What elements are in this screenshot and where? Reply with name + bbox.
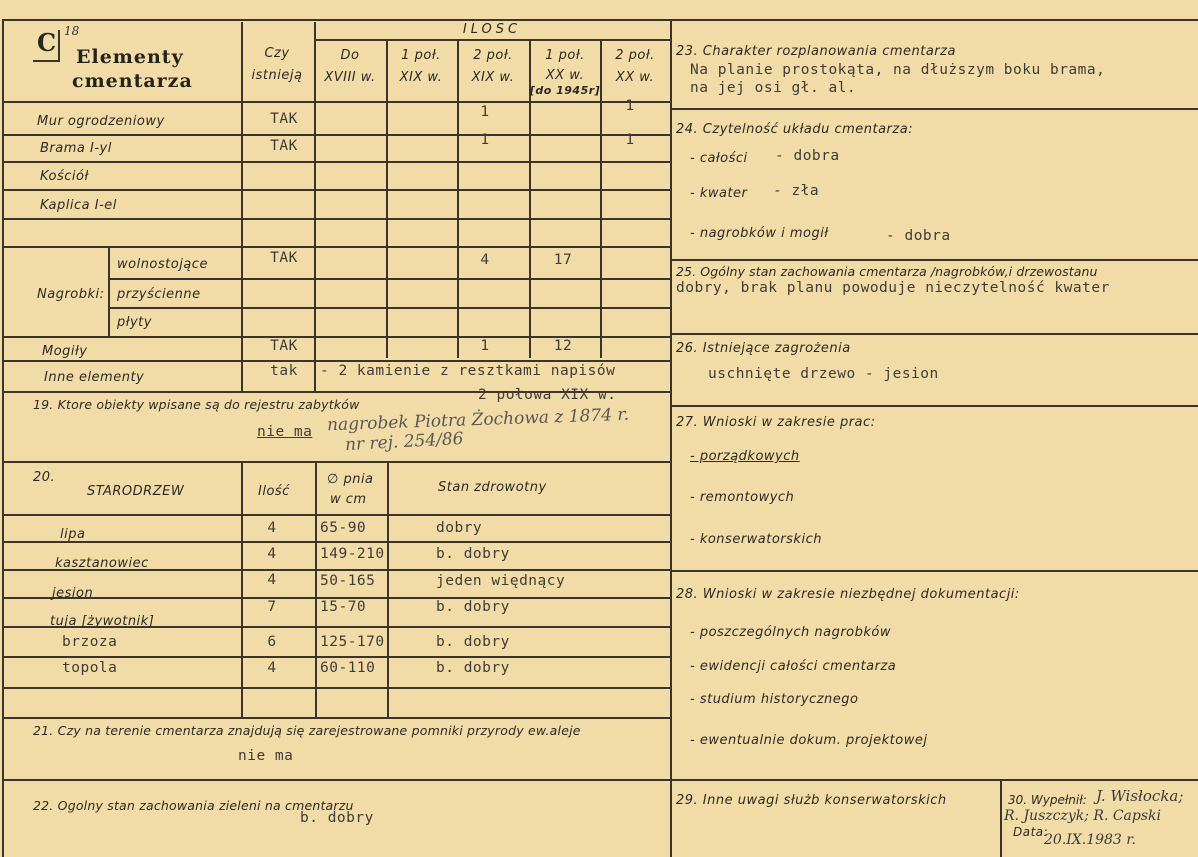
s24-item-value: - dobra — [886, 228, 951, 244]
row-line — [2, 161, 670, 163]
s19-label: 19. Ktore obiekty wpisane są do rejestru zabytków — [33, 397, 360, 412]
s27-item-konserwatorskie: - konserwatorskich — [690, 532, 822, 547]
header-ilosc: ILOSC — [462, 22, 522, 37]
card-letter: C — [37, 28, 57, 57]
right-line — [670, 405, 1198, 407]
s24-item-label: - nagrobków i mogił — [690, 226, 829, 241]
middle-divider — [670, 19, 672, 857]
row-line — [108, 278, 670, 280]
s28-item: - studium historycznego — [690, 692, 859, 707]
tree-row-line — [2, 656, 670, 658]
s23-line1: Na planie prostokąta, na dłuższym boku brama, — [690, 62, 1106, 78]
header-czy-line1: Czy — [264, 46, 290, 61]
s29-label: 29. Inne uwagi służb konserwatorskich — [676, 793, 947, 808]
tree-dia: 65-90 — [320, 520, 367, 536]
s21-top — [2, 717, 670, 719]
period-4-line3: [do 1945r] — [529, 84, 601, 97]
row-note-inne: - 2 kamienie z resztkami napisów — [320, 363, 616, 379]
row-label-kaplica: Kaplica I-el — [40, 198, 117, 213]
s19-handwritten-2: nr rej. 254/86 — [344, 428, 465, 456]
s21-label: 21. Czy na terenie cmentarza znajdują się zarejestrowane pomniki przyrody ew.aleje — [33, 723, 581, 738]
row-czy-wolnostojace: TAK — [270, 250, 298, 266]
header-czy-line2: istnieją — [251, 68, 303, 83]
row-label-przyscienne: przyścienne — [117, 287, 201, 302]
s25-value: dobry, brak planu powoduje nieczytelność kwater — [676, 280, 1110, 296]
card-number: 18 — [64, 24, 80, 38]
s22-label: 22. Ogolny stan zachowania zieleni na cmentarzu — [33, 798, 354, 813]
s19-value: nie ma — [257, 424, 313, 440]
tree-name: brzoza — [62, 634, 118, 650]
tree-name: jesion — [52, 586, 94, 601]
period-4-line1: 1 poł. — [545, 48, 585, 63]
right-line — [670, 779, 1198, 781]
nagrobki-divider — [108, 246, 110, 336]
row-line — [2, 360, 670, 362]
elements-header-bottom — [2, 101, 670, 103]
tree-name: kasztanowiec — [55, 556, 149, 571]
tree-health: jeden więdnący — [436, 573, 566, 589]
right-line — [670, 570, 1198, 572]
s22-top — [2, 779, 670, 781]
row-line — [2, 218, 670, 220]
tree-qty: 6 — [267, 634, 277, 650]
elements-col-p2 — [386, 40, 388, 358]
row-q5-mur: 1 — [625, 98, 635, 114]
row-line — [2, 246, 670, 248]
period-5-line2: XX w. — [615, 70, 655, 85]
card-title-line2: cmentarza — [72, 70, 193, 92]
period-2-line1: 1 poł. — [401, 48, 441, 63]
s28-item: - poszczególnych nagrobków — [690, 625, 891, 640]
s23-label: 23. Charakter rozplanowania cmentarza — [676, 44, 956, 59]
tree-dia: 15-70 — [320, 599, 367, 615]
tree-dia: 60-110 — [320, 660, 376, 676]
period-1-line2: XVIII w. — [324, 70, 376, 85]
row-line — [2, 134, 670, 136]
period-4-line2: XX w. — [545, 68, 585, 83]
s25-label: 25. Ogólny stan zachowania cmentarza /nagrobków,i drzewostanu — [676, 264, 1098, 279]
s30-names-2: R. Juszczyk; R. Capski — [1004, 808, 1162, 824]
tree-col-dia — [315, 461, 317, 718]
s20-top — [2, 461, 670, 463]
tree-col-qty — [241, 461, 243, 718]
tree-health: dobry — [436, 520, 483, 536]
tree-row-line — [2, 687, 670, 689]
s30-date-label: Data: — [1013, 825, 1049, 839]
tree-dia: 149-210 — [320, 546, 385, 562]
s19-handwritten-1: nagrobek Piotra Żochowa z 1874 r. — [326, 404, 630, 436]
tree-header-dia2: w cm — [330, 492, 367, 507]
s27-item-porzadkowe: - porządkowych — [690, 449, 800, 464]
s27-item-remontowe: - remontowych — [690, 490, 795, 505]
row-label-plyty: płyty — [117, 315, 152, 330]
frame-top — [4, 19, 1198, 21]
s26-label: 26. Istniejące zagrożenia — [676, 341, 851, 356]
s20-number: 20. — [33, 470, 56, 485]
tree-col-health — [387, 461, 389, 718]
s28-item: - ewidencji całości cmentarza — [690, 659, 897, 674]
s30-label: 30. Wypełnił: — [1008, 793, 1087, 807]
s21-value: nie ma — [238, 748, 294, 764]
s26-value: uschnięte drzewo - jesion — [708, 366, 939, 382]
tree-row-line — [2, 541, 670, 543]
tree-header-health: Stan zdrowotny — [438, 480, 547, 495]
period-2-line2: XIX w. — [399, 70, 443, 85]
period-1-line1: Do — [340, 48, 360, 63]
tree-qty: 4 — [267, 520, 277, 536]
period-3-line2: XIX w. — [471, 70, 515, 85]
row-q3-wolnostojace: 4 — [480, 252, 490, 268]
row-label-kosciol: Kościół — [40, 169, 89, 184]
s28-item: - ewentualnie dokum. projektowej — [690, 733, 928, 748]
s27-label: 27. Wnioski w zakresie prac: — [676, 415, 876, 430]
row-czy-mur: TAK — [270, 111, 298, 127]
row-label-mur: Mur ogrodzeniowy — [37, 114, 165, 129]
s24-label: 24. Czytelność układu cmentarza: — [676, 122, 914, 137]
tree-dia: 125-170 — [320, 634, 385, 650]
s28-label: 28. Wnioski w zakresie niezbędnej dokumentacji: — [676, 587, 1020, 602]
frame-left — [2, 19, 4, 857]
tree-header-qty: Ilość — [258, 484, 290, 499]
row-q5-brama: 1 — [625, 132, 635, 148]
row-czy-mogily: TAK — [270, 338, 298, 354]
tree-name: lipa — [60, 527, 86, 542]
s24-item-value: - zła — [773, 183, 820, 199]
tree-qty: 7 — [267, 599, 277, 615]
tree-qty: 4 — [267, 660, 277, 676]
elements-col-p5 — [600, 40, 602, 358]
nagrobki-label: Nagrobki: — [37, 287, 105, 302]
right-line — [670, 259, 1198, 261]
row-q4-mogily: 12 — [553, 338, 573, 354]
elements-col-p3 — [457, 40, 459, 358]
card-letter-box — [33, 30, 60, 62]
row-label-wolnostojace: wolnostojące — [117, 257, 208, 272]
tree-header-bottom — [2, 514, 670, 516]
tree-name: tuja [żywotnik] — [50, 614, 155, 629]
tree-dia: 50-165 — [320, 573, 376, 589]
row-czy-inne: tak — [270, 363, 298, 379]
right-line — [670, 108, 1198, 110]
row-label-mogily: Mogiły — [42, 344, 88, 359]
right-line — [670, 333, 1198, 335]
s24-item-value: - dobra — [775, 148, 840, 164]
period-5-line1: 2 poł. — [615, 48, 655, 63]
row-q3-mogily: 1 — [480, 338, 490, 354]
row-czy-brama: TAK — [270, 138, 298, 154]
tree-header-name: STARODRZEW — [87, 484, 185, 499]
period-3-line1: 2 poł. — [473, 48, 513, 63]
tree-health: b. dobry — [436, 599, 510, 615]
s30-names-1: J. Wisłocka; — [1096, 787, 1184, 805]
tree-health: b. dobry — [436, 634, 510, 650]
tree-health: b. dobry — [436, 660, 510, 676]
s30-divider — [1000, 779, 1002, 857]
card-title-line1: Elementy — [76, 46, 184, 68]
row-line — [2, 189, 670, 191]
row-q4-wolnostojace: 17 — [553, 252, 573, 268]
tree-header-dia1: ∅ pnia — [327, 472, 374, 487]
s30-date: 20.IX.1983 r. — [1044, 832, 1136, 848]
s24-item-label: - całości — [690, 151, 748, 166]
tree-qty: 4 — [267, 572, 277, 588]
row-label-inne: Inne elementy — [44, 370, 145, 385]
row-q3-brama: 1 — [480, 132, 490, 148]
s23-line2: na jej osi gł. al. — [690, 80, 857, 96]
s19-period: 2 połowa XIX w. — [478, 387, 617, 403]
ilosc-underline — [314, 39, 670, 41]
row-line — [108, 307, 670, 309]
tree-qty: 4 — [267, 546, 277, 562]
tree-name: topola — [62, 660, 118, 676]
row-label-brama: Brama I-yl — [40, 141, 112, 156]
row-q3-mur: 1 — [480, 104, 490, 120]
s22-value: b. dobry — [300, 810, 374, 826]
tree-health: b. dobry — [436, 546, 510, 562]
s24-item-label: - kwater — [690, 186, 748, 201]
